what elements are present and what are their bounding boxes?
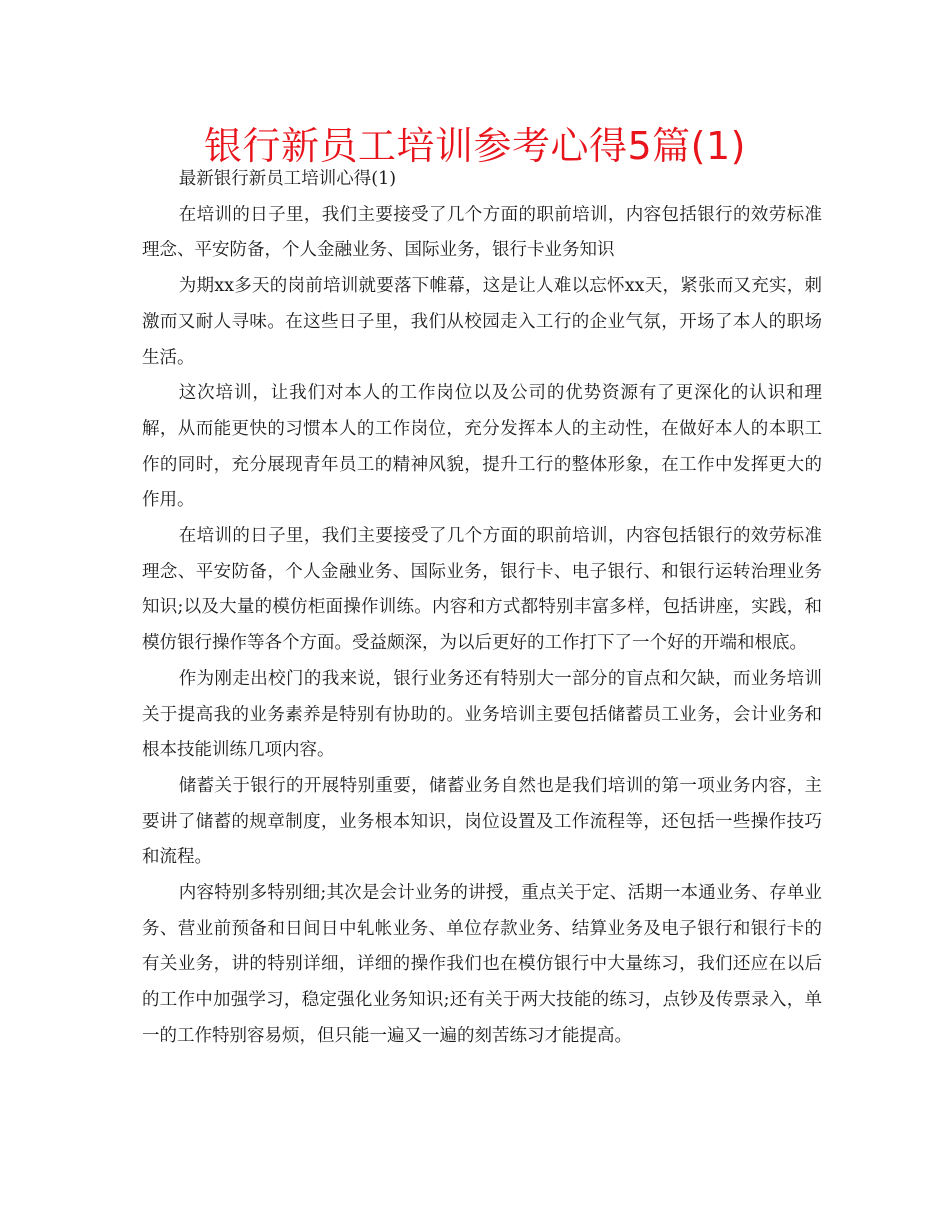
paragraph: 内容特别多特别细;其次是会计业务的讲授，重点关于定、活期一本通业务、存单业务、营业前预备和日间日中轧帐业务、单位存款业务、结算业务及电子银行和银行卡的有关业务，讲的特别详细，详细的操作我们也在模仿银行中大量练习，我们还应在以后的工作中加强学习，稳定强化业务知识;还有关于两大技能的练习，点钞及传票录入，单一的工作特别容易烦，但只能一遍又一遍的刻苦练习才能提高。 xyxy=(142,883,822,1046)
document-title: 银行新员工培训参考心得5篇(1) xyxy=(203,124,746,168)
paragraph: 为期xx多天的岗前培训就要落下帷幕，这是让人难以忘怀xx天，紧张而又充实，刺激而又耐人寻味。在这些日子里，我们从校园走入工行的企业气氛，开场了本人的职场生活。 xyxy=(142,276,822,368)
document-body xyxy=(142,162,822,1055)
paragraph: 储蓄关于银行的开展特别重要，储蓄业务自然也是我们培训的第一项业务内容，主要讲了储蓄的规章制度，业务根本知识，岗位设置及工作流程等，还包括一些操作技巧和流程。 xyxy=(142,775,822,868)
paragraph: 作为刚走出校门的我来说，银行业务还有特别大一部分的盲点和欠缺，而业务培训关于提高我的业务素养是特别有协助的。业务培训主要包括储蓄员工业务，会计业务和根本技能训练几项内容。 xyxy=(142,668,822,761)
paragraph: 在培训的日子里，我们主要接受了几个方面的职前培训，内容包括银行的效劳标准理念、平安防备，个人金融业务、国际业务，银行卡、电子银行、和银行运转治理业务知识;以及大量的模仿柜面操作训练。内容和方式都特别丰富多样，包括讲座，实践，和模仿银行操作等各个方面。受益颇深，为以后更好的工作打下了一个好的开端和根底。 xyxy=(142,526,822,654)
paragraph: 这次培训，让我们对本人的工作岗位以及公司的优势资源有了更深化的认识和理解，从而能更快的习惯本人的工作岗位，充分发挥本人的主动性，在做好本人的本职工作的同时，充分展现青年员工的精神风貌，提升工行的整体形象，在工作中发挥更大的作用。 xyxy=(142,383,822,511)
paragraph: 在培训的日子里，我们主要接受了几个方面的职前培训，内容包括银行的效劳标准理念、平安防备，个人金融业务、国际业务，银行卡业务知识 xyxy=(142,204,822,261)
paragraph-subtitle: 最新银行新员工培训心得(1) xyxy=(178,169,397,189)
